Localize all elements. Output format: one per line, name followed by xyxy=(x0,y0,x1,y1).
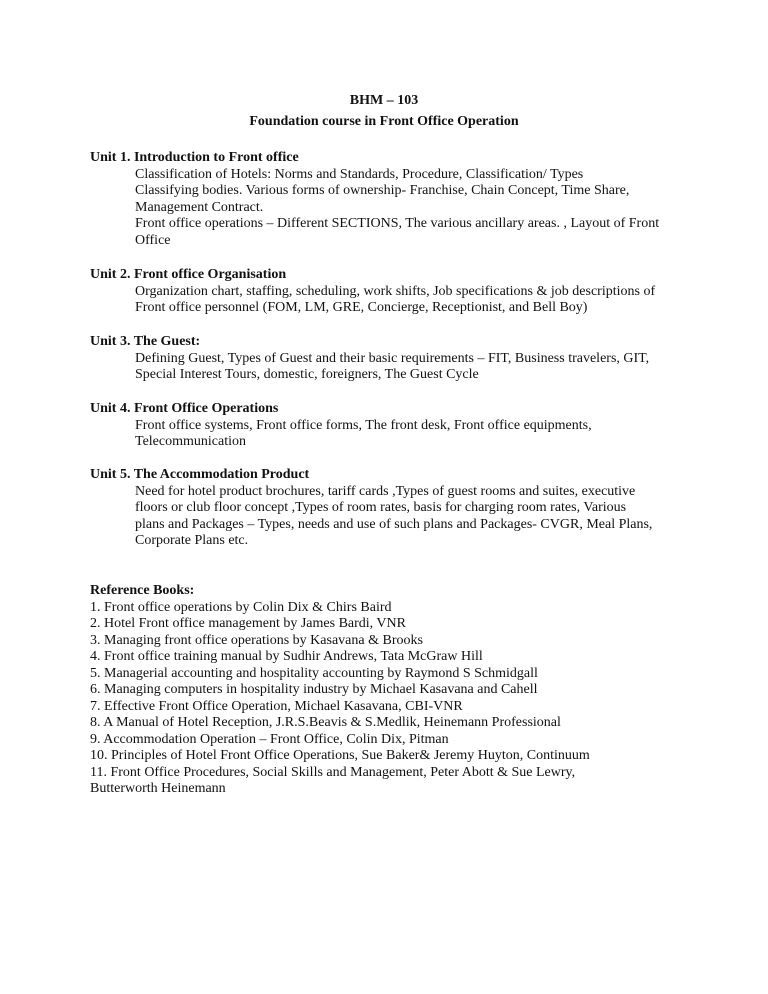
unit-3-line: Special Interest Tours, domestic, foreigners, The Guest Cycle xyxy=(135,367,479,382)
reference-list xyxy=(90,600,690,798)
reference-item: 3. Managing front office operations by Kasavana & Brooks xyxy=(90,632,423,648)
unit-2 xyxy=(90,267,690,317)
unit-5-body xyxy=(135,484,690,550)
unit-1-title: Unit 1. Introduction to Front office xyxy=(90,150,299,165)
unit-4-line: Front office systems, Front office forms, The front desk, Front office equipments, xyxy=(135,417,592,433)
reference-books-title: Reference Books: xyxy=(90,583,195,598)
unit-5-line: Corporate Plans etc. xyxy=(135,533,249,548)
unit-2-title: Unit 2. Front office Organisation xyxy=(90,267,287,282)
unit-2-line: Organization chart, staffing, scheduling, work shifts, Job specifications & job descriptions of xyxy=(135,283,656,299)
unit-4-body xyxy=(135,418,690,451)
unit-5-line: floors or club floor concept ,Types of room rates, basis for charging room rates, Various xyxy=(135,500,627,515)
unit-1-line: Front office operations – Different SECTIONS, The various ancillary areas. , Layout of Front xyxy=(135,216,660,231)
reference-item: Butterworth Heinemann xyxy=(90,781,226,796)
unit-3-body xyxy=(135,351,690,384)
unit-1 xyxy=(90,150,690,249)
unit-5-line: plans and Packages – Types, needs and use of such plans and Packages- CVGR, Meal Plans, xyxy=(135,516,653,532)
unit-5-line: Need for hotel product brochures, tariff cards ,Types of guest rooms and suites, executive xyxy=(135,483,636,499)
unit-1-body xyxy=(135,167,690,250)
reference-item: 7. Effective Front Office Operation, Michael Kasavana, CBI-VNR xyxy=(90,698,463,714)
course-code: BHM – 103 xyxy=(349,93,419,108)
unit-3 xyxy=(90,334,690,384)
reference-item: 4. Front office training manual by Sudhir Andrews, Tata McGraw Hill xyxy=(90,649,483,664)
reference-books xyxy=(90,583,690,798)
unit-4-title: Unit 4. Front Office Operations xyxy=(90,401,279,416)
unit-4 xyxy=(90,401,690,451)
course-title: Foundation course in Front Office Operation xyxy=(249,114,519,129)
unit-2-line: Front office personnel (FOM, LM, GRE, Concierge, Receptionist, and Bell Boy) xyxy=(135,300,588,315)
unit-5-title: Unit 5. The Accommodation Product xyxy=(90,467,310,482)
reference-item: 8. A Manual of Hotel Reception, J.R.S.Beavis & S.Medlik, Heinemann Professional xyxy=(90,715,561,730)
unit-5 xyxy=(90,467,690,550)
reference-item: 6. Managing computers in hospitality industry by Michael Kasavana and Cahell xyxy=(90,682,538,697)
reference-item: 11. Front Office Procedures, Social Skills and Management, Peter Abott & Sue Lewry, xyxy=(90,764,576,780)
unit-1-line: Classifying bodies. Various forms of ownership- Franchise, Chain Concept, Time Share, xyxy=(135,183,630,198)
reference-item: 9. Accommodation Operation – Front Office, Colin Dix, Pitman xyxy=(90,731,449,747)
unit-1-line: Office xyxy=(135,232,171,248)
reference-item: 2. Hotel Front office management by James Bardi, VNR xyxy=(90,616,406,631)
unit-3-line: Defining Guest, Types of Guest and their basic requirements – FIT, Business travelers, GIT, xyxy=(135,350,650,366)
unit-4-line: Telecommunication xyxy=(135,434,246,449)
reference-item: 1. Front office operations by Colin Dix & Chirs Baird xyxy=(90,599,392,615)
unit-1-line: Management Contract. xyxy=(135,199,264,215)
reference-item: 5. Managerial accounting and hospitality accounting by Raymond S Schmidgall xyxy=(90,665,538,681)
unit-2-body xyxy=(135,284,690,317)
unit-1-line: Classification of Hotels: Norms and Standards, Procedure, Classification/ Types xyxy=(135,166,584,182)
reference-item: 10. Principles of Hotel Front Office Operations, Sue Baker& Jeremy Huyton, Continuum xyxy=(90,748,590,763)
unit-3-title: Unit 3. The Guest: xyxy=(90,334,201,349)
